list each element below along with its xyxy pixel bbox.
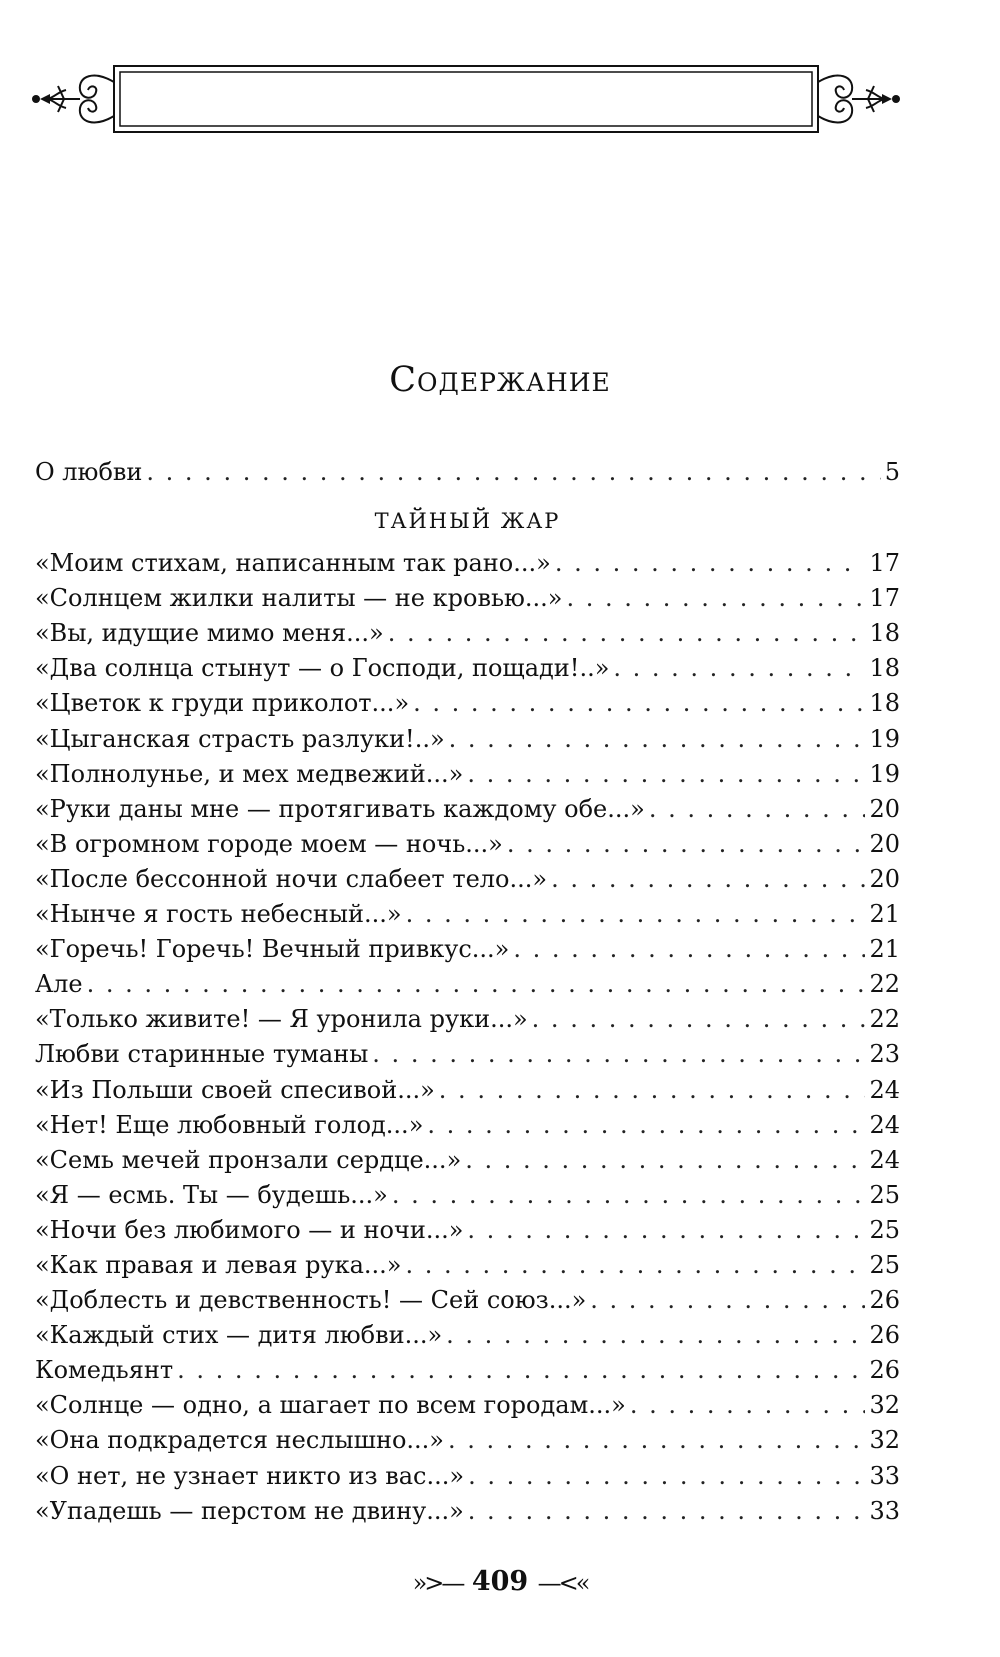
leader-dots xyxy=(413,686,865,721)
leader-dots xyxy=(177,1353,865,1388)
toc-entry-title: «Солнцем жилки налиты — не кровью...» xyxy=(35,584,563,613)
toc-entry-page: 20 xyxy=(869,864,900,893)
leader-dots xyxy=(630,1388,866,1423)
toc-entry-title: О любви xyxy=(35,458,143,486)
toc-entry-intro xyxy=(35,455,900,490)
toc-entry xyxy=(35,932,900,967)
toc-entry-page: 24 xyxy=(869,1075,900,1104)
toc-entry-title: «Ночи без любимого — и ночи...» xyxy=(35,1215,464,1244)
toc-entry-title: «Вы, идущие мимо меня...» xyxy=(35,619,384,648)
toc-entry-title: Любви старинные туманы xyxy=(35,1040,369,1069)
toc-entry xyxy=(35,1002,900,1037)
leader-dots xyxy=(146,455,880,490)
toc-entry-title: «Нынче я гость небесный...» xyxy=(35,900,402,929)
leader-dots xyxy=(613,651,865,686)
leader-dots xyxy=(513,932,865,967)
toc-entry xyxy=(35,1143,900,1178)
page-footer xyxy=(0,1566,1000,1597)
toc-entry-page: 25 xyxy=(869,1250,900,1279)
toc-entry-page: 26 xyxy=(869,1356,900,1385)
leader-dots xyxy=(446,1318,865,1353)
leader-dots xyxy=(388,616,866,651)
toc-entry-page: 20 xyxy=(869,829,900,858)
toc-entry-title: «Солнце — одно, а шагает по всем городам...» xyxy=(35,1391,626,1420)
toc-entry-title: «Только живите! — Я уронила руки...» xyxy=(35,1005,528,1034)
toc-entry xyxy=(35,1388,900,1423)
toc-entry-page: 18 xyxy=(869,654,900,683)
toc-entry-page: 22 xyxy=(869,970,900,999)
toc-entry xyxy=(35,651,900,686)
right-ornament-icon: —<« xyxy=(537,1568,588,1597)
toc-entry-page: 23 xyxy=(869,1040,900,1069)
toc-entry-page: 33 xyxy=(869,1496,900,1525)
page-title: Содержание xyxy=(389,360,611,400)
toc-entry-page: 18 xyxy=(869,619,900,648)
leader-dots xyxy=(467,757,865,792)
toc-entry-title: «Руки даны мне — протягивать каждому обе...» xyxy=(35,794,645,823)
toc-entry-page: 18 xyxy=(869,689,900,718)
toc-entry-page: 24 xyxy=(869,1110,900,1139)
toc-entry xyxy=(35,1213,900,1248)
page-number: 409 xyxy=(471,1566,529,1597)
toc-entry-title: «Из Польши своей спесивой...» xyxy=(35,1075,435,1104)
header-ornament-frame xyxy=(28,60,904,140)
toc-entry xyxy=(35,1494,900,1529)
toc-entry xyxy=(35,862,900,897)
toc-entry-title: «Цветок к груди приколот...» xyxy=(35,689,410,718)
toc-entry xyxy=(35,616,900,651)
toc-entry-page: 22 xyxy=(869,1005,900,1034)
toc-entry-title: «Нет! Еще любовный голод...» xyxy=(35,1110,424,1139)
leader-dots xyxy=(427,1108,865,1143)
toc-entry xyxy=(35,1283,900,1318)
table-of-contents xyxy=(35,455,900,1529)
toc-entry-title: «Семь мечей пронзали сердце...» xyxy=(35,1145,462,1174)
leader-dots xyxy=(590,1283,865,1318)
toc-entry-page: 32 xyxy=(869,1426,900,1455)
toc-entry-page: 33 xyxy=(869,1461,900,1490)
leader-dots xyxy=(507,827,866,862)
leader-dots xyxy=(449,722,866,757)
leader-dots xyxy=(566,581,865,616)
toc-entry-title: «Цыганская страсть разлуки!..» xyxy=(35,724,445,753)
toc-entry-title: «Она подкрадется неслышно...» xyxy=(35,1426,444,1455)
toc-entry xyxy=(35,897,900,932)
leader-dots xyxy=(448,1423,865,1458)
toc-entry xyxy=(35,1037,900,1072)
toc-entry-page: 5 xyxy=(884,458,900,486)
toc-entry-page: 19 xyxy=(869,724,900,753)
toc-entry-title: «Как правая и левая рука...» xyxy=(35,1250,402,1279)
toc-entry xyxy=(35,1178,900,1213)
leader-dots xyxy=(551,862,865,897)
leader-dots xyxy=(392,1178,866,1213)
leader-dots xyxy=(649,792,866,827)
leader-dots xyxy=(406,897,866,932)
toc-entry-title: «Упадешь — перстом не двину...» xyxy=(35,1496,464,1525)
toc-entry-page: 25 xyxy=(869,1180,900,1209)
leader-dots xyxy=(468,1459,865,1494)
toc-entry-title: «О нет, не узнает никто из вас...» xyxy=(35,1461,465,1490)
toc-entry-title: «Два солнца стынут — о Господи, пощади!..» xyxy=(35,654,610,683)
toc-entry-page: 17 xyxy=(869,549,900,578)
toc-entry xyxy=(35,1073,900,1108)
toc-entry xyxy=(35,827,900,862)
leader-dots xyxy=(468,1494,866,1529)
leader-dots xyxy=(372,1037,865,1072)
toc-entry xyxy=(35,722,900,757)
leader-dots xyxy=(405,1248,865,1283)
toc-entry-title: «Каждый стих — дитя любви...» xyxy=(35,1321,443,1350)
toc-entry-title: «Полнолунье, и мех медвежий...» xyxy=(35,759,464,788)
leader-dots xyxy=(439,1073,866,1108)
toc-entry-page: 20 xyxy=(869,794,900,823)
toc-entry xyxy=(35,546,900,581)
toc-entry-page: 25 xyxy=(869,1215,900,1244)
toc-entry-title: «После бессонной ночи слабеет тело...» xyxy=(35,864,548,893)
toc-entry xyxy=(35,1459,900,1494)
toc-entry-title: «Я — есмь. Ты — будешь...» xyxy=(35,1180,388,1209)
toc-entry-page: 32 xyxy=(869,1391,900,1420)
toc-entry xyxy=(35,792,900,827)
leader-dots xyxy=(555,546,866,581)
toc-entry-title: Але xyxy=(35,970,83,999)
leader-dots xyxy=(87,967,866,1002)
leader-dots xyxy=(532,1002,866,1037)
toc-entry-page: 21 xyxy=(869,900,900,929)
toc-entry-page: 19 xyxy=(869,759,900,788)
toc-entry xyxy=(35,1318,900,1353)
toc-entry-page: 24 xyxy=(869,1145,900,1174)
toc-entry xyxy=(35,757,900,792)
toc-entry-page: 26 xyxy=(869,1321,900,1350)
toc-entry-page: 21 xyxy=(869,935,900,964)
leader-dots xyxy=(465,1143,865,1178)
toc-entry xyxy=(35,1423,900,1458)
toc-entry-title: «Доблесть и девственность! — Сей союз...» xyxy=(35,1286,587,1315)
leader-dots xyxy=(467,1213,865,1248)
toc-entry xyxy=(35,1353,900,1388)
toc-entry-title: «Горечь! Горечь! Вечный привкус...» xyxy=(35,935,510,964)
left-ornament-icon: »>— xyxy=(412,1568,463,1597)
toc-entry-title: «Моим стихам, написанным так рано...» xyxy=(35,549,551,578)
toc-entry xyxy=(35,686,900,721)
toc-entry-title: «В огромном городе моем — ночь...» xyxy=(35,829,503,858)
toc-entry xyxy=(35,1108,900,1143)
toc-entry xyxy=(35,1248,900,1283)
toc-entry xyxy=(35,967,900,1002)
toc-entry xyxy=(35,581,900,616)
toc-entry-page: 17 xyxy=(869,584,900,613)
section-heading: ТАЙНЫЙ ЖАР xyxy=(374,509,561,534)
toc-entry-page: 26 xyxy=(869,1286,900,1315)
section-entries xyxy=(35,546,900,1529)
toc-entry-title: Комедьянт xyxy=(35,1356,174,1385)
